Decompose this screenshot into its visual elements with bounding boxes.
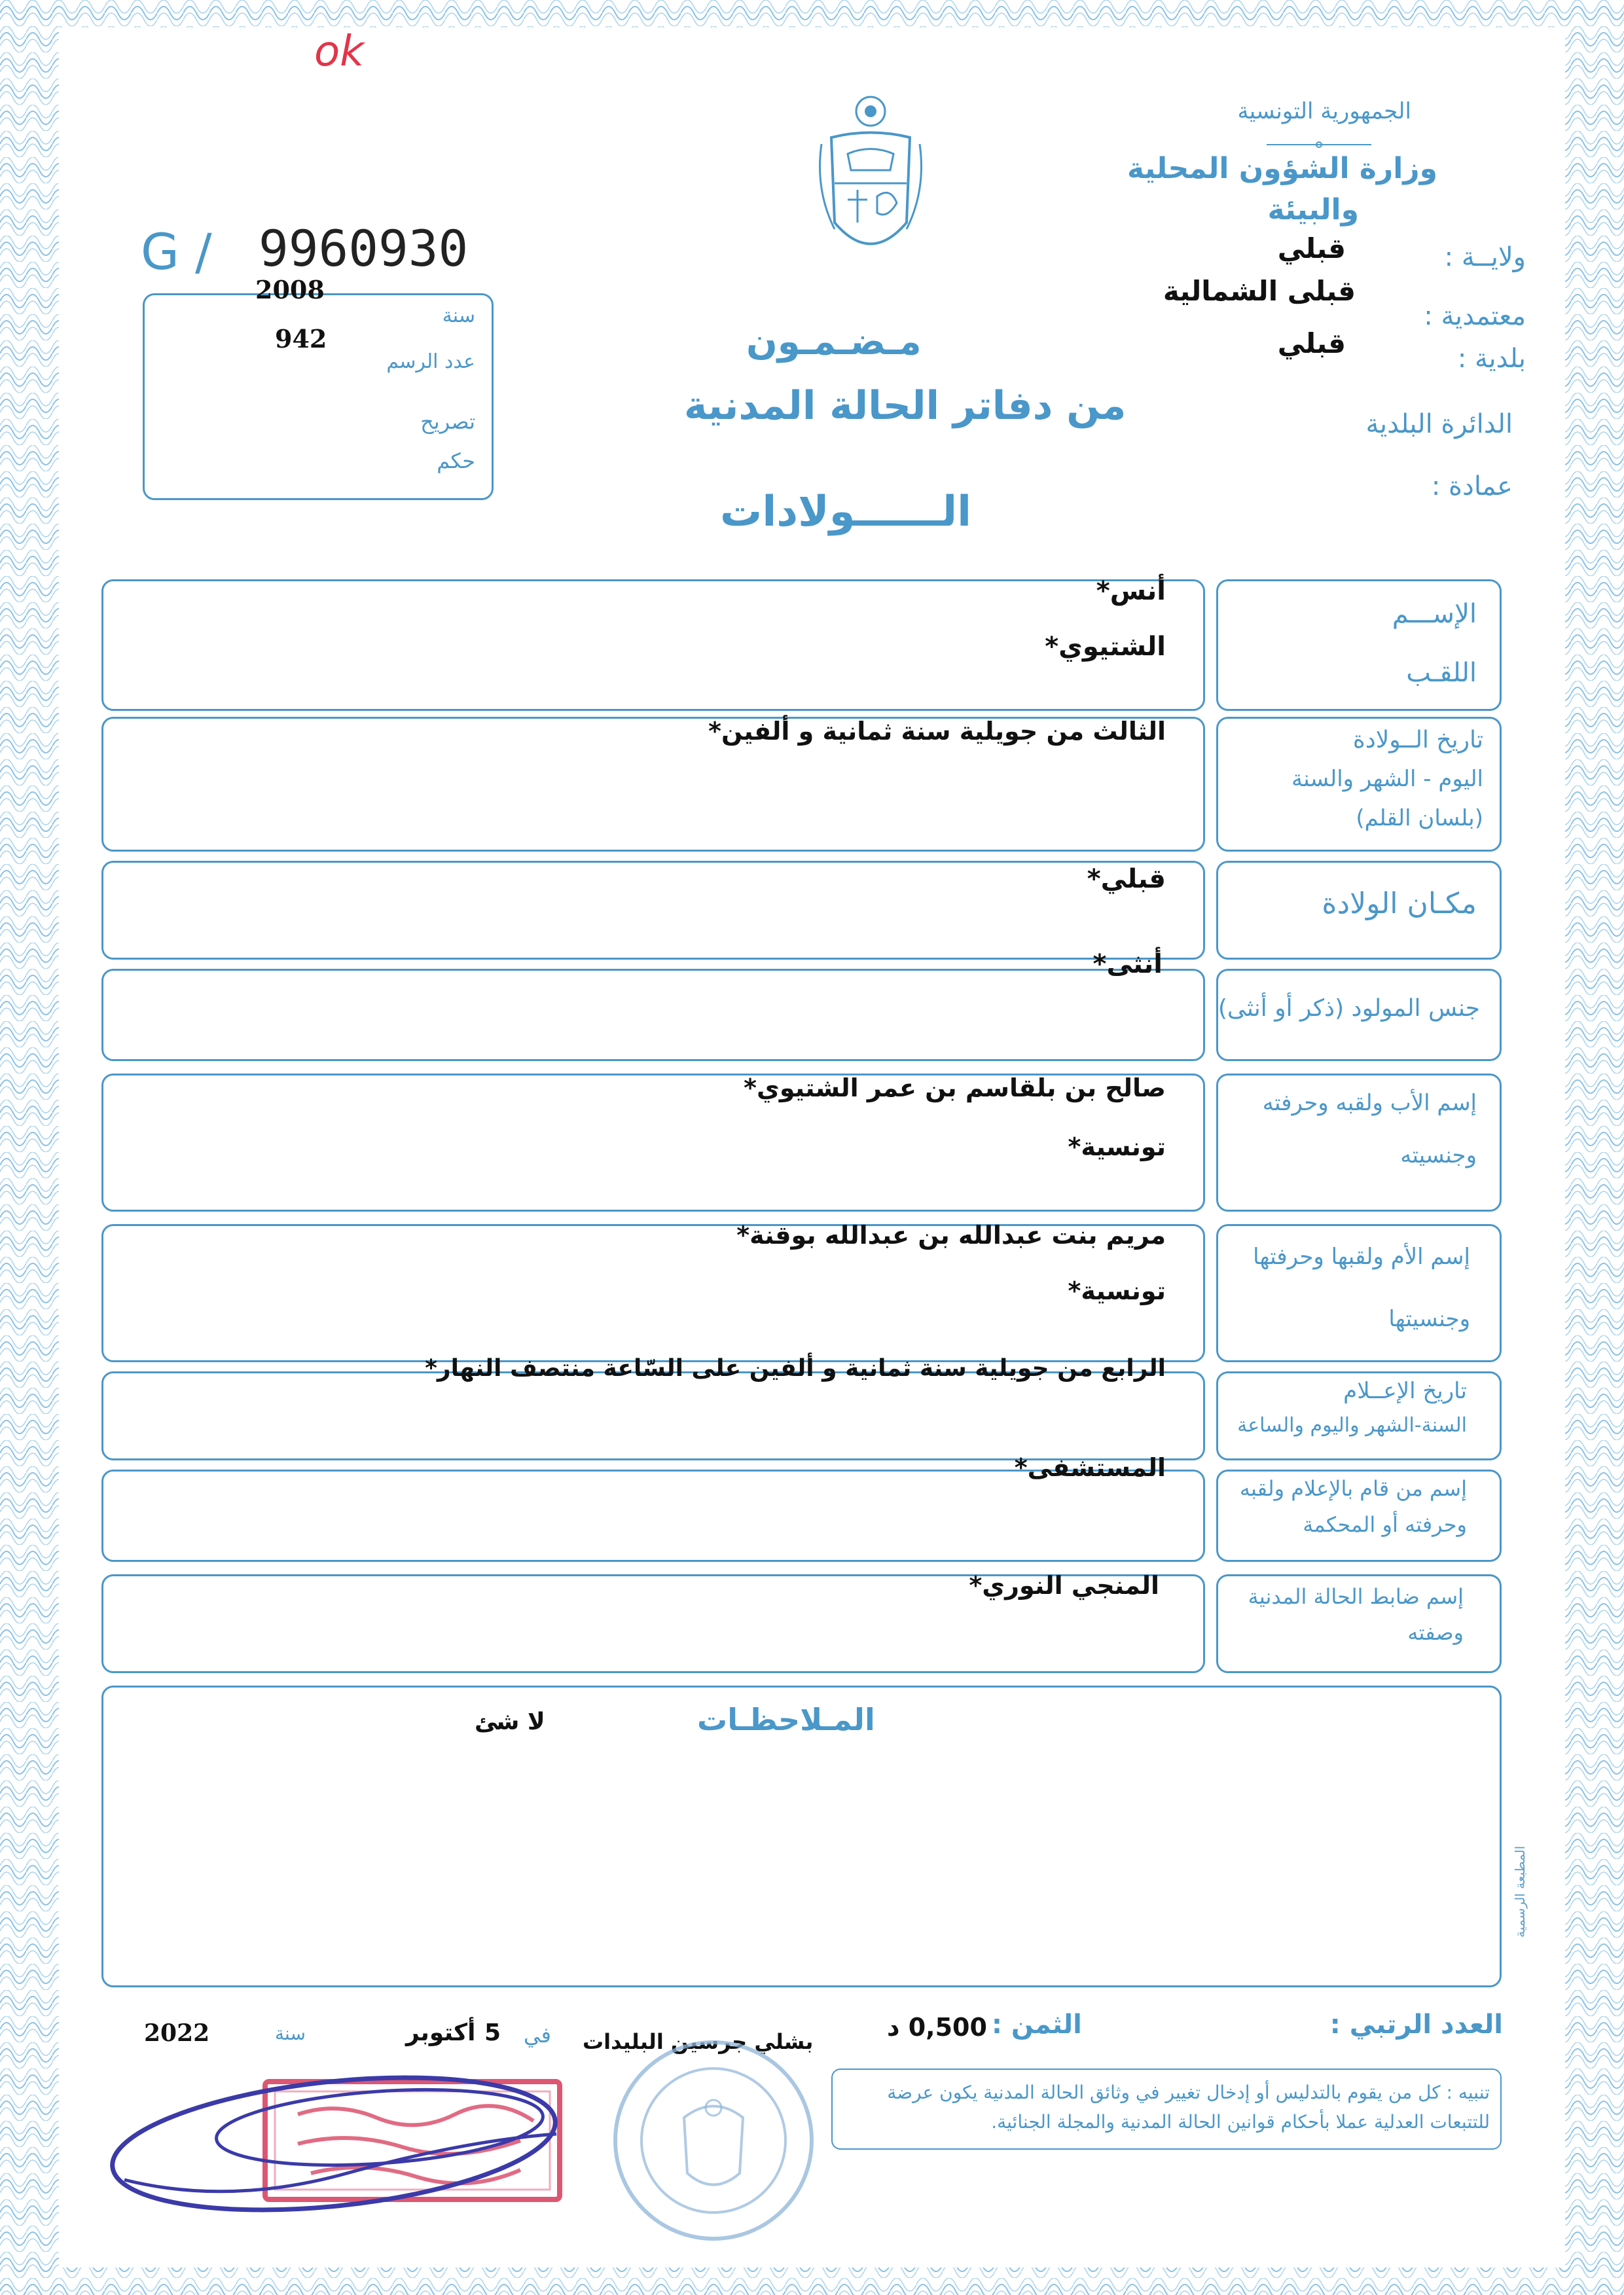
birthplace-value-box xyxy=(101,861,1205,960)
surname-value: الشتيوي* xyxy=(1045,632,1166,662)
title-births: الــــــولادات xyxy=(720,488,972,536)
officer-label: إسم ضابط الحالة المدنية xyxy=(1248,1584,1464,1609)
mother-value: مريم بنت عبدالله بن عبدالله بوقنة* xyxy=(736,1221,1166,1250)
issued-at: بشلي جرسين البليدات xyxy=(583,2029,814,2054)
declaration-date-label: تاريخ الإعــلام xyxy=(1343,1378,1467,1404)
father-nationality: تونسية* xyxy=(1068,1132,1166,1161)
declarant-value: المستشفى* xyxy=(1014,1453,1166,1482)
warning-box xyxy=(831,2069,1502,2150)
record-number-value: 942 xyxy=(275,324,327,353)
round-municipal-seal xyxy=(605,2033,821,2249)
ministry-label-line2: والبيئة xyxy=(1267,193,1359,226)
father-sublabel: وجنسيته xyxy=(1400,1142,1477,1168)
record-year-label: سنة xyxy=(442,304,475,327)
birthplace-value: قبلي* xyxy=(1087,864,1166,894)
issue-year-label: سنة xyxy=(275,2023,306,2044)
price-label: الثمن : xyxy=(992,2010,1082,2040)
declarant-label: إسم من قام بالإعلام ولقبه xyxy=(1239,1476,1467,1501)
delegation-value: قبلى الشمالية xyxy=(1163,275,1356,307)
declarant-value-box xyxy=(101,1470,1205,1562)
father-label: إسم الأب ولقبه وحرفته xyxy=(1262,1090,1477,1116)
birthdate-label: تاريخ الــولادة xyxy=(1352,727,1483,753)
delegation-label: معتمدية : xyxy=(1424,301,1526,331)
name-value-box xyxy=(101,579,1205,711)
serial-number: 9960930 xyxy=(259,219,469,278)
serial-prefix: G / xyxy=(141,223,212,281)
birthdate-sublabel: اليوم - الشهر والسنة xyxy=(1291,766,1483,792)
officer-value: المنجي النوري* xyxy=(969,1571,1159,1600)
sex-value: أنثى* xyxy=(1092,949,1163,979)
birthdate-note: (بلسان القلم) xyxy=(1356,805,1483,831)
warning-line1: تنبيه : كل من يقوم بالتدليس أو إدخال تغيير في وثائق الحالة المدنية يكون عرضة xyxy=(887,2082,1490,2103)
name-label: الإســـم xyxy=(1392,599,1477,629)
mother-label: إسم الأم ولقبها وحرفتها xyxy=(1253,1244,1470,1270)
birthdate-value: الثالث من جويلية سنة ثمانية و ألفين* xyxy=(708,717,1166,746)
in-label: في xyxy=(524,2023,551,2048)
father-value: صالح بن بلقاسم بن عمر الشتيوي* xyxy=(744,1074,1166,1102)
ministry-label: وزارة الشؤون المحلية xyxy=(1127,152,1437,185)
remarks-value: لا شئ xyxy=(475,1708,545,1735)
municipality-value: قبلي xyxy=(1277,327,1346,359)
sex-label: جنس المولود (ذكر أو أنثى) xyxy=(1218,995,1480,1022)
issue-day: 5 xyxy=(484,2019,501,2046)
judgment-label: حكم xyxy=(437,448,475,473)
handwritten-ok-mark: ok xyxy=(314,27,365,76)
governorate-value: قبلي xyxy=(1277,232,1346,264)
mother-nationality: تونسية* xyxy=(1068,1276,1166,1305)
record-year-value: 2008 xyxy=(255,275,325,304)
declaration-date-value-box xyxy=(101,1371,1205,1460)
surname-label: اللقـب xyxy=(1406,658,1477,688)
title-registers: من دفاتر الحالة المدنية xyxy=(684,383,1127,429)
declaration-date-sublabel: السنة-الشهر واليوم والساعة xyxy=(1237,1414,1467,1437)
side-print-label: المطبعة الرسمية xyxy=(1512,1845,1528,1938)
imada-label: عمادة : xyxy=(1431,471,1513,501)
issue-month: أكتوبر xyxy=(406,2019,476,2046)
declaration-label: تصريح xyxy=(420,409,475,434)
municipality-label: بلدية : xyxy=(1457,344,1526,374)
price-value: 0,500 د xyxy=(887,2013,987,2042)
serial-number-label: العدد الرتبي : xyxy=(1329,2010,1503,2040)
divider xyxy=(1267,141,1371,149)
title-content: مـضـمـون xyxy=(746,321,922,363)
issue-year: 2022 xyxy=(144,2019,210,2047)
mother-sublabel: وجنسيتها xyxy=(1388,1306,1470,1332)
coat-of-arms-icon xyxy=(808,92,933,268)
sex-value-box xyxy=(101,969,1205,1061)
officer-sublabel: وصفته xyxy=(1407,1620,1464,1645)
name-value: أنس* xyxy=(1096,576,1166,606)
governorate-label: ولايــة : xyxy=(1444,242,1526,272)
remarks-label: المـلاحظـات xyxy=(697,1702,875,1737)
municipal-district-label: الدائرة البلدية xyxy=(1365,409,1513,439)
warning-line2: للتتبعات العدلية عملا بأحكام قوانين الحالة المدنية والمجلة الجنائية. xyxy=(991,2111,1490,2133)
officer-signature xyxy=(98,2055,569,2226)
birthplace-label: مكـان الولادة xyxy=(1322,887,1477,920)
declarant-sublabel: وحرفته أو المحكمة xyxy=(1303,1512,1467,1537)
declaration-date-value: الرابع من جويلية سنة ثمانية و ألفين على السّاعة منتصف النهار* xyxy=(425,1355,1166,1382)
record-number-label: عدد الرسم xyxy=(386,350,475,373)
republic-label: الجمهورية التونسية xyxy=(1237,98,1411,124)
